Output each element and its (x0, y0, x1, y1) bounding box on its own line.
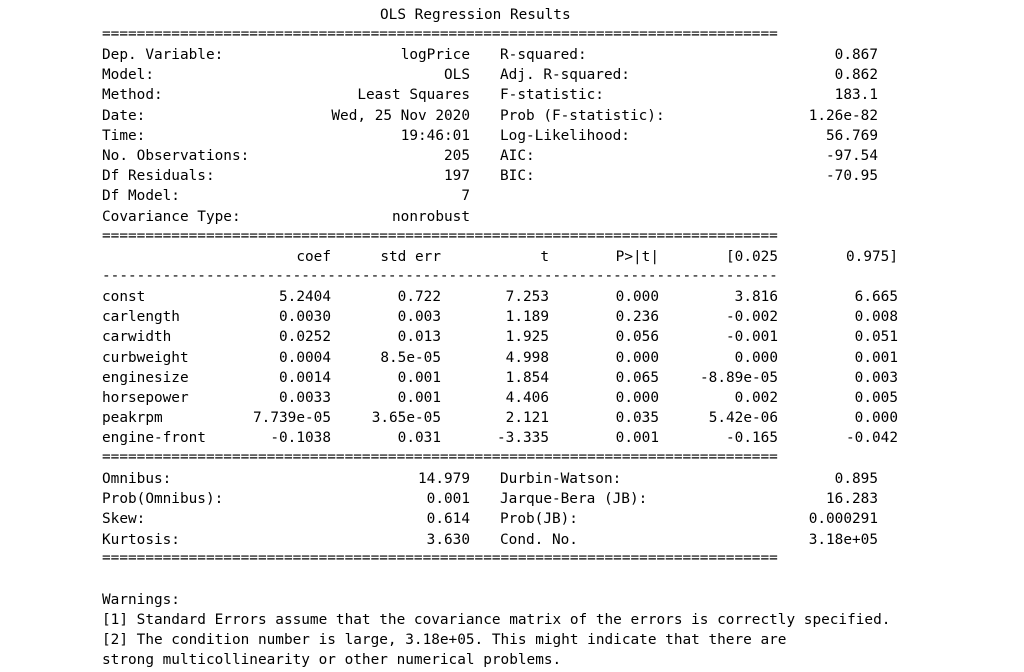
summary-value: 1.26e-82 (808, 108, 878, 124)
summary-value: 197 (444, 168, 470, 184)
summary-value: 0.867 (834, 47, 878, 63)
diagnostic-value: 0.000291 (808, 511, 878, 527)
table-cell: 4.406 (505, 390, 549, 406)
summary-label: No. Observations: (102, 148, 250, 164)
table-cell: 0.722 (397, 289, 441, 305)
summary-value: nonrobust (392, 209, 470, 225)
diagnostic-value: 3.18e+05 (808, 532, 878, 548)
diagnostic-label: Prob(JB): (500, 511, 578, 527)
summary-value: Least Squares (357, 87, 470, 103)
table-cell: 2.121 (505, 410, 549, 426)
table-cell: 0.0030 (279, 309, 331, 325)
summary-label: F-statistic: (500, 87, 604, 103)
table-cell: 1.854 (505, 370, 549, 386)
table-cell: 1.189 (505, 309, 549, 325)
warning-line: strong multicollinearity or other numerical problems. (102, 652, 562, 668)
summary-label: Df Model: (102, 188, 180, 204)
summary-value: 183.1 (834, 87, 878, 103)
diagnostic-value: 0.001 (426, 491, 470, 507)
table-cell: 7.253 (505, 289, 549, 305)
table-cell: 0.003 (854, 370, 898, 386)
diagnostic-value: 3.630 (426, 532, 470, 548)
summary-label: Prob (F-statistic): (500, 108, 665, 124)
diagnostic-label: Kurtosis: (102, 532, 180, 548)
table-cell: 1.925 (505, 329, 549, 345)
table-cell: 0.013 (397, 329, 441, 345)
column-header: t (540, 249, 549, 265)
summary-value: OLS (444, 67, 470, 83)
table-cell: 0.000 (615, 289, 659, 305)
column-header: [0.025 (726, 249, 778, 265)
summary-label: R-squared: (500, 47, 587, 63)
table-cell: -8.89e-05 (700, 370, 778, 386)
variable-name: curbweight (102, 350, 189, 366)
variable-name: const (102, 289, 146, 305)
warnings-heading: Warnings: (102, 592, 180, 608)
summary-value: 205 (444, 148, 470, 164)
summary-value: 19:46:01 (400, 128, 470, 144)
table-cell: 0.000 (854, 410, 898, 426)
column-header: P>|t| (615, 249, 659, 265)
table-cell: -3.335 (497, 430, 549, 446)
table-cell: 4.998 (505, 350, 549, 366)
table-cell: 0.056 (615, 329, 659, 345)
table-cell: 0.008 (854, 309, 898, 325)
table-cell: 8.5e-05 (380, 350, 441, 366)
table-cell: 0.031 (397, 430, 441, 446)
summary-label: Covariance Type: (102, 209, 241, 225)
column-header: coef (296, 249, 331, 265)
table-cell: -0.165 (726, 430, 778, 446)
summary-label: Log-Likelihood: (500, 128, 630, 144)
summary-label: Date: (102, 108, 146, 124)
diagnostic-value: 16.283 (826, 491, 878, 507)
table-cell: 0.000 (615, 350, 659, 366)
variable-name: horsepower (102, 390, 189, 406)
table-cell: 0.0014 (279, 370, 331, 386)
summary-value: Wed, 25 Nov 2020 (331, 108, 470, 124)
summary-value: 56.769 (826, 128, 878, 144)
diagnostic-label: Omnibus: (102, 471, 172, 487)
table-cell: 0.002 (734, 390, 778, 406)
table-cell: 0.0004 (279, 350, 331, 366)
diagnostic-label: Skew: (102, 511, 146, 527)
summary-label: Dep. Variable: (102, 47, 224, 63)
variable-name: carwidth (102, 329, 172, 345)
summary-value: 0.862 (834, 67, 878, 83)
diagnostic-value: 0.614 (426, 511, 470, 527)
summary-value: -70.95 (826, 168, 878, 184)
column-header: 0.975] (846, 249, 898, 265)
table-cell: 0.0033 (279, 390, 331, 406)
page-title: OLS Regression Results (380, 7, 571, 23)
table-cell: -0.1038 (270, 430, 331, 446)
table-cell: 0.001 (397, 390, 441, 406)
summary-label: BIC: (500, 168, 535, 184)
table-cell: 3.65e-05 (371, 410, 441, 426)
summary-label: AIC: (500, 148, 535, 164)
summary-label: Model: (102, 67, 154, 83)
variable-name: carlength (102, 309, 180, 325)
summary-value: logPrice (400, 47, 470, 63)
diagnostic-value: 14.979 (418, 471, 470, 487)
table-cell: 6.665 (854, 289, 898, 305)
table-cell: -0.001 (726, 329, 778, 345)
table-cell: 0.0252 (279, 329, 331, 345)
summary-label: Df Residuals: (102, 168, 215, 184)
variable-name: peakrpm (102, 410, 163, 426)
summary-label: Adj. R-squared: (500, 67, 630, 83)
table-cell: 0.000 (734, 350, 778, 366)
separator-double (102, 226, 878, 246)
table-cell: 5.42e-06 (708, 410, 778, 426)
variable-name: enginesize (102, 370, 189, 386)
table-cell: 0.035 (615, 410, 659, 426)
summary-label: Method: (102, 87, 163, 103)
table-cell: 0.001 (615, 430, 659, 446)
column-header: std err (380, 249, 441, 265)
table-cell: 7.739e-05 (253, 410, 331, 426)
table-cell: 0.003 (397, 309, 441, 325)
table-cell: 3.816 (734, 289, 778, 305)
diagnostic-label: Jarque-Bera (JB): (500, 491, 648, 507)
separator-dashed (102, 266, 878, 286)
warning-line: [1] Standard Errors assume that the covariance matrix of the errors is correctly specified. (102, 612, 891, 628)
summary-value: -97.54 (826, 148, 878, 164)
table-cell: -0.042 (846, 430, 898, 446)
table-cell: 0.005 (854, 390, 898, 406)
table-cell: 0.051 (854, 329, 898, 345)
diagnostic-label: Prob(Omnibus): (102, 491, 224, 507)
separator-double (102, 24, 878, 44)
separator-double (102, 548, 878, 568)
diagnostic-value: 0.895 (834, 471, 878, 487)
variable-name: engine-front (102, 430, 206, 446)
table-cell: -0.002 (726, 309, 778, 325)
summary-value: 7 (461, 188, 470, 204)
table-cell: 0.001 (854, 350, 898, 366)
separator-double (102, 447, 878, 467)
table-cell: 0.065 (615, 370, 659, 386)
diagnostic-label: Cond. No. (500, 532, 578, 548)
summary-label: Time: (102, 128, 146, 144)
table-cell: 0.236 (615, 309, 659, 325)
table-cell: 5.2404 (279, 289, 331, 305)
table-cell: 0.000 (615, 390, 659, 406)
diagnostic-label: Durbin-Watson: (500, 471, 622, 487)
warning-line: [2] The condition number is large, 3.18e+05. This might indicate that there are (102, 632, 787, 648)
table-cell: 0.001 (397, 370, 441, 386)
